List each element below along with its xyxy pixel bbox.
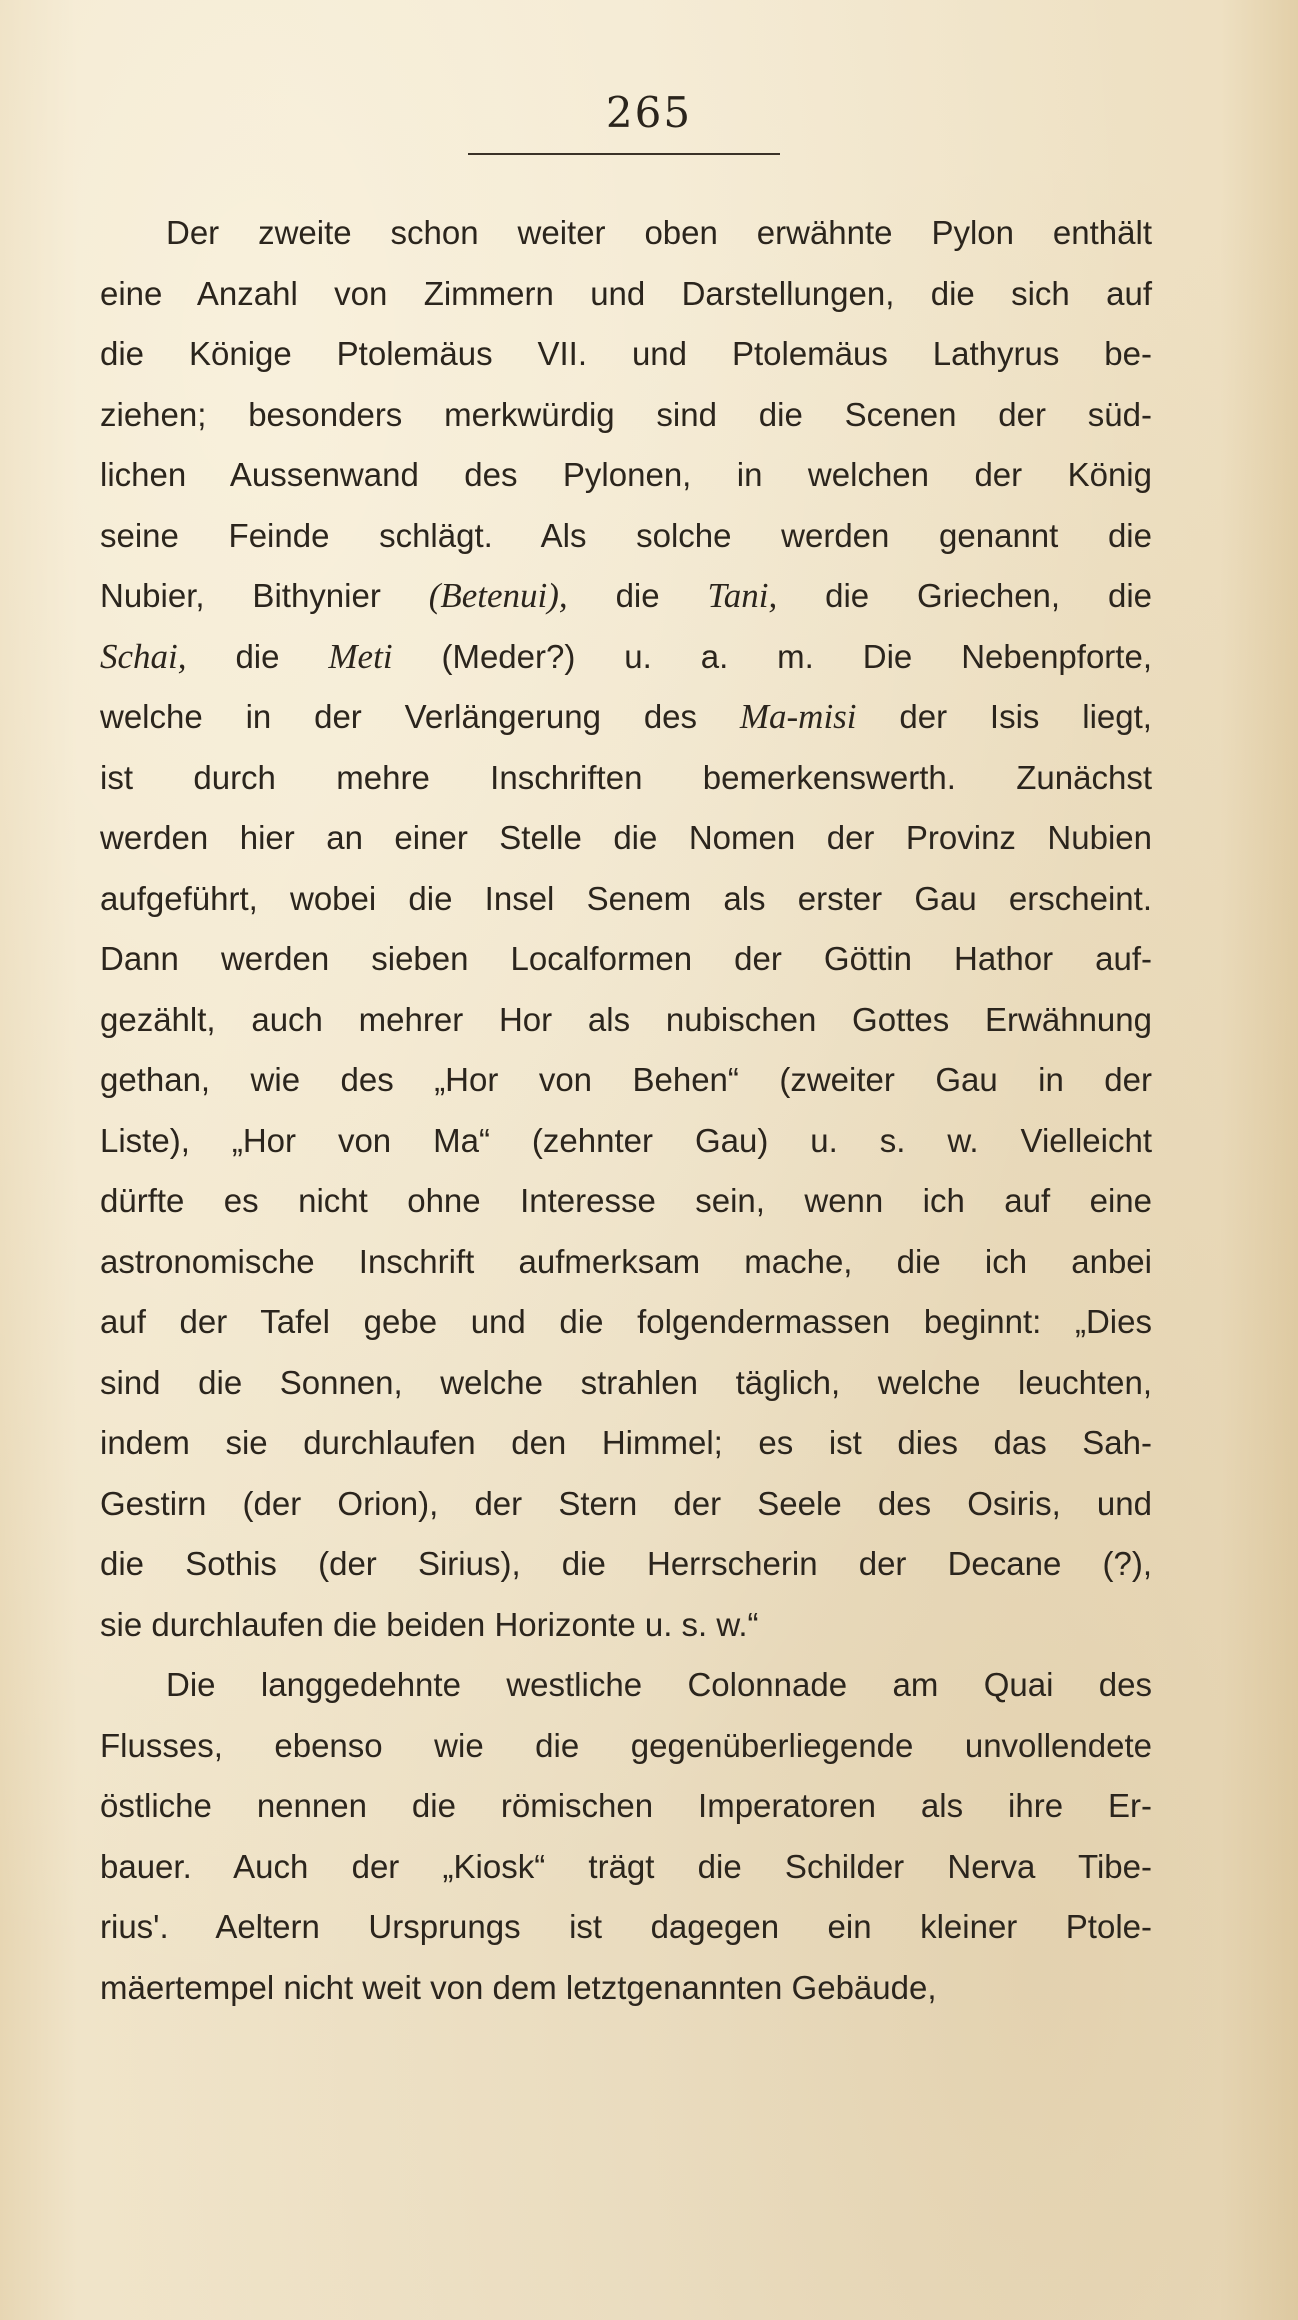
text-segment: astronomische Inschrift aufmerksam mache, die ich anbei: [100, 1242, 1152, 1280]
text-segment: welche in der Verlängerung des: [100, 698, 740, 735]
text-line: [100, 445, 1152, 506]
text-segment: Der zweite schon weiter oben erwähnte Pylon enthält: [166, 214, 1152, 251]
text-line: [100, 990, 1152, 1051]
text-segment: gethan, wie des „Hor von Behen“ (zweiter Gau in der: [100, 1061, 1152, 1098]
text-segment: sind die Sonnen, welche strahlen täglich, welche leuchten,: [100, 1363, 1152, 1401]
text-segment: sie durchlaufen die beiden Horizonte u. s. w.“: [100, 1605, 759, 1643]
italic-term: Ma-misi: [739, 697, 857, 736]
text-segment: eine Anzahl von Zimmern und Darstellungen, die sich auf: [100, 274, 1152, 312]
text-segment: die: [567, 577, 708, 614]
text-segment: dürfte es nicht ohne Interesse sein, wenn ich auf eine: [100, 1182, 1152, 1219]
text-segment: der Isis liegt,: [856, 698, 1152, 735]
text-line: [100, 385, 1152, 446]
text-line: [100, 1474, 1152, 1535]
text-segment: Nubier, Bithynier: [100, 577, 429, 614]
text-line: [100, 627, 1152, 688]
text-segment: rius'. Aeltern Ursprungs ist dagegen ein kleiner Ptole-: [100, 1908, 1152, 1945]
text-line: [100, 1716, 1152, 1777]
text-segment: östliche nennen die römischen Imperatoren als ihre Er-: [100, 1787, 1152, 1824]
text-segment: aufgeführt, wobei die Insel Senem als erster Gau erscheint.: [100, 879, 1152, 917]
text-line: [100, 1776, 1152, 1837]
text-segment: die: [186, 637, 329, 675]
text-segment: auf der Tafel gebe und die folgendermassen beginnt: „Dies: [100, 1303, 1152, 1340]
italic-term: Meti: [328, 636, 393, 676]
text-segment: die Sothis (der Sirius), die Herrscherin der Decane (?),: [100, 1545, 1152, 1582]
page-number: 265: [605, 88, 693, 137]
text-line: [100, 506, 1152, 567]
text-segment: ziehen; besonders merkwürdig sind die Scenen der süd-: [100, 395, 1152, 433]
text-segment: Flusses, ebenso wie die gegenüberliegende unvollendete: [100, 1726, 1152, 1764]
text-line: [100, 808, 1152, 869]
text-line: [100, 1111, 1152, 1172]
text-line: [100, 929, 1152, 990]
header-rule: [468, 153, 780, 155]
text-segment: ist durch mehre Inschriften bemerkenswerth. Zunächst: [100, 758, 1152, 796]
text-line: [100, 1353, 1152, 1414]
text-line: [100, 1413, 1152, 1474]
text-line: [100, 687, 1152, 748]
italic-term: Schai,: [100, 636, 187, 676]
text-line: [100, 1171, 1152, 1232]
text-line: [100, 1050, 1152, 1111]
text-segment: indem sie durchlaufen den Himmel; es ist dies das Sah-: [100, 1424, 1152, 1461]
italic-term: Tani,: [707, 576, 778, 615]
text-segment: die Griechen, die: [777, 577, 1152, 614]
text-segment: Liste), „Hor von Ma“ (zehnter Gau) u. s. w. Vielleicht: [100, 1121, 1152, 1159]
text-segment: lichen Aussenwand des Pylonen, in welchen der König: [100, 456, 1152, 493]
text-line: [100, 264, 1152, 325]
text-line: [100, 324, 1152, 385]
text-line: [100, 1595, 1152, 1656]
text-line: [100, 1655, 1152, 1716]
text-line: [100, 1897, 1152, 1958]
text-line: [100, 1958, 1152, 2019]
italic-term: (Betenui),: [428, 576, 568, 615]
text-segment: bauer. Auch der „Kiosk“ trägt die Schilder Nerva Tibe-: [100, 1847, 1152, 1885]
text-line: [100, 869, 1152, 930]
text-segment: (Meder?) u. a. m. Die Nebenpforte,: [392, 637, 1152, 675]
text-segment: Die langgedehnte westliche Colonnade am Quai des: [166, 1666, 1152, 1703]
text-segment: Dann werden sieben Localformen der Göttin Hathor auf-: [100, 940, 1152, 977]
body-text: [100, 203, 1152, 2018]
text-line: [100, 566, 1152, 627]
text-line: [100, 748, 1152, 809]
text-line: [100, 1232, 1152, 1293]
text-line: [100, 203, 1152, 264]
text-segment: mäertempel nicht weit von dem letztgenannten Gebäude,: [100, 1968, 937, 2006]
text-segment: seine Feinde schlägt. Als solche werden genannt die: [100, 516, 1152, 554]
text-segment: werden hier an einer Stelle die Nomen der Provinz Nubien: [100, 819, 1152, 856]
text-segment: die Könige Ptolemäus VII. und Ptolemäus Lathyrus be-: [100, 335, 1152, 372]
text-line: [100, 1534, 1152, 1595]
text-line: [100, 1837, 1152, 1898]
text-line: [100, 1292, 1152, 1353]
text-segment: Gestirn (der Orion), der Stern der Seele des Osiris, und: [100, 1484, 1152, 1522]
text-segment: gezählt, auch mehrer Hor als nubischen Gottes Erwähnung: [100, 1000, 1152, 1038]
